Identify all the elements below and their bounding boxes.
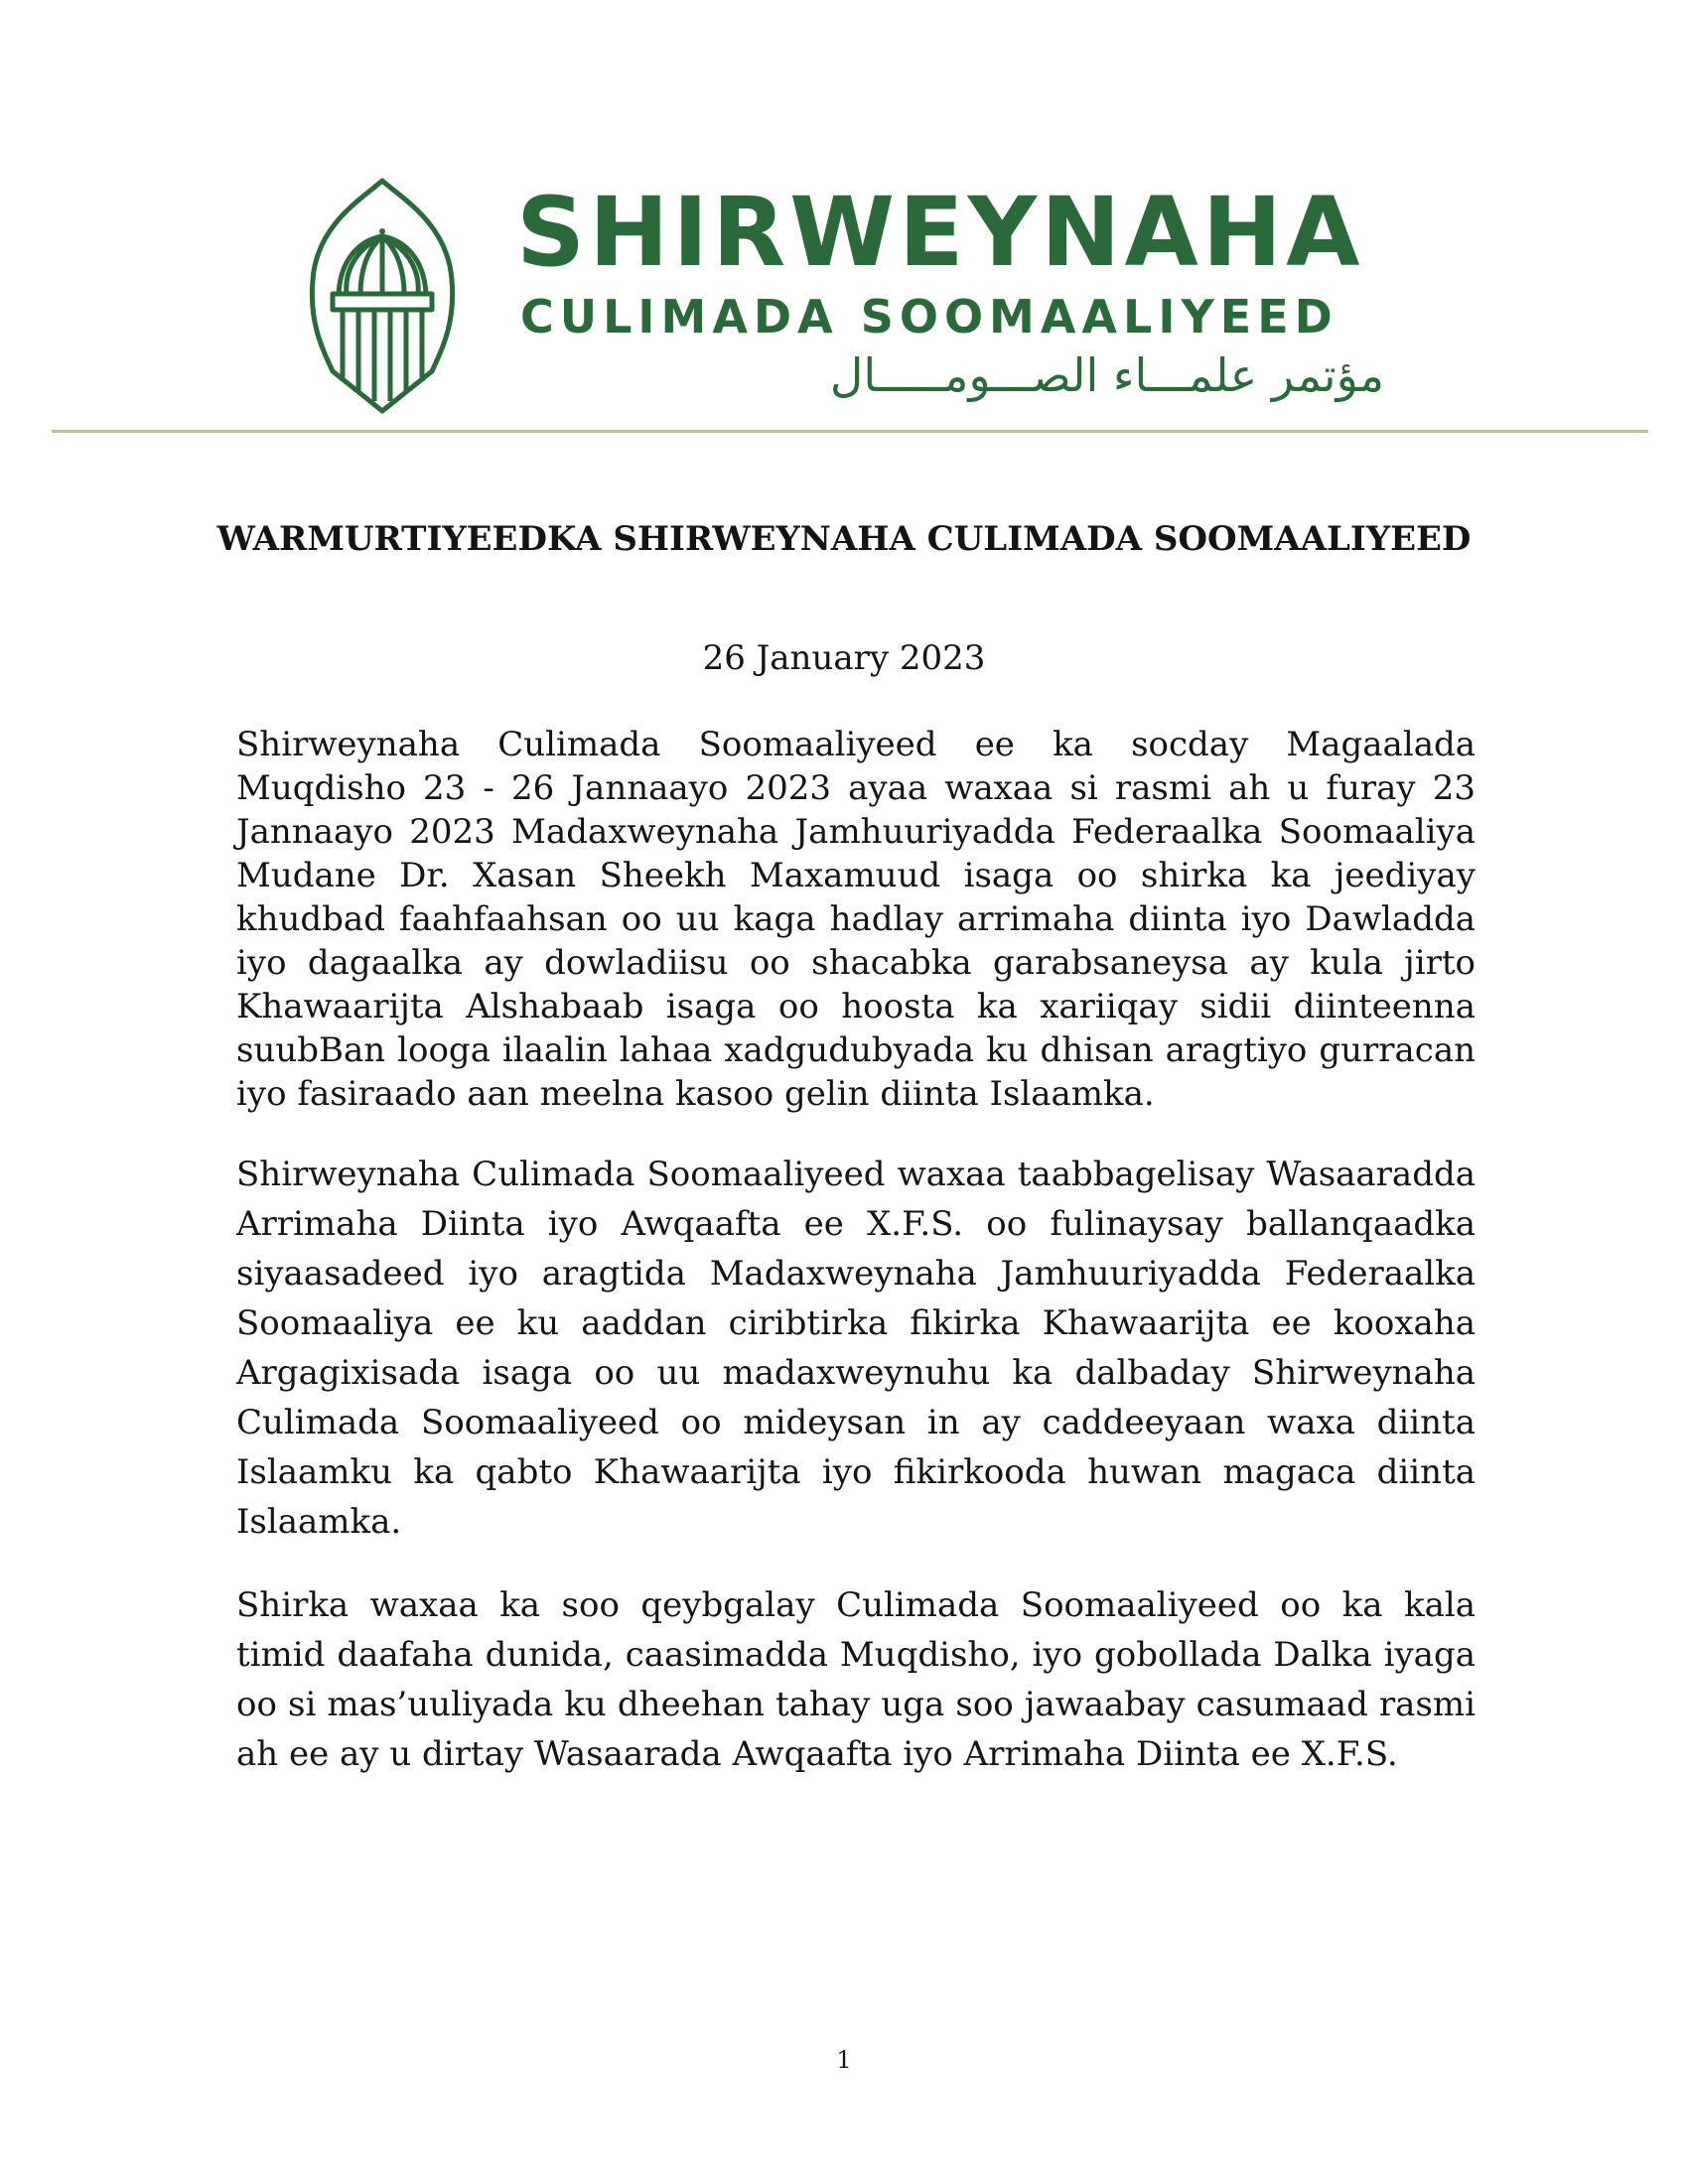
header-divider: [52, 430, 1648, 433]
body-paragraph: Shirweynaha Culimada Soomaaliyeed waxaa taabbagelisay Wasaaradda Arrimaha Diinta iyo Awqaafta ee X.F.S. oo fulinaysay ballanqaadka siyaasadeed iyo aragtida Madaxweynaha Jamhuuriyadda Federaalka Soomaaliya ee ku aaddan ciribtirka fikirka Khawaarijta ee kooxaha Argagixisada isaga oo uu madaxweynuhu ka dalbaday Shirweynaha Culimada Soomaaliyeed oo mideysan in ay caddeeyaan waxa diinta Islaamku ka qabto Khawaarijta iyo fikirkooda huwan magaca diinta Islaamka.: [236, 1155, 1476, 1542]
org-name-sub: CULIMADA SOOMAALIYEED: [520, 290, 1338, 343]
document-date: 26 January 2023: [702, 638, 986, 678]
body-paragraph: Shirweynaha Culimada Soomaaliyeed ee ka socday Magaalada Muqdisho 23 - 26 Jannaayo 2023 ayaa waxaa si rasmi ah u furay 23 Jannaayo 2023 Madaxweynaha Jamhuuriyadda Federaalka Soomaaliya Mudane Dr. Xasan Sheekh Maxamuud isaga oo shirka ka jeediyay khudbad faahfaahsan oo uu kaga hadlay arrimaha diinta iyo Dawladda iyo dagaalka ay dowladiisu oo shacabka garabsaneysa ay kula jirto Khawaarijta Alshabaab isaga oo hoosta ka xariiqay sidii diinteenna suubBan looga ilaalin lahaa xadgudubyada ku dhisan aragtiyo gurracan iyo fasiraado aan meelna kasoo gelin diinta Islaamka.: [236, 725, 1476, 1114]
letterhead: [0, 0, 1688, 437]
org-name-main: SHIRWEYNAHA: [516, 177, 1364, 288]
page-number: 1: [836, 2046, 852, 2074]
document-title: WARMURTIYEEDKA SHIRWEYNAHA CULIMADA SOOMAALIYEED: [216, 519, 1472, 559]
org-name-arabic: مؤتمر علمـــاء الصـــومـــــال: [829, 348, 1384, 402]
mosque-dome-icon: [303, 177, 462, 415]
body-paragraph: Shirka waxaa ka soo qeybgalay Culimada Soomaaliyeed oo ka kala timid daafaha dunida, caasimadda Muqdisho, iyo gobollada Dalka iyaga oo si mas’uuliyada ku dheehan tahay uga soo jawaabay casumaad rasmi ah ee ay u dirtay Wasaarada Awqaafta iyo Arrimaha Diinta ee X.F.S.: [236, 1585, 1476, 1774]
document-body: [236, 723, 1476, 1813]
